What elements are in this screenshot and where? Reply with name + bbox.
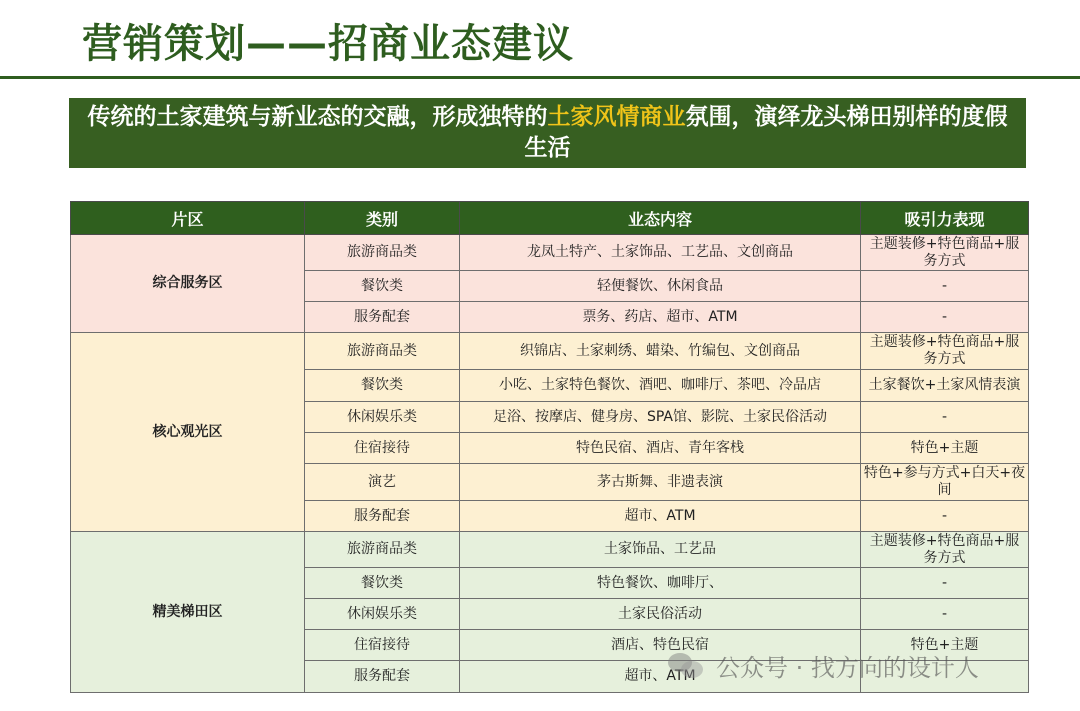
header-zone: 片区 — [71, 202, 305, 235]
category-cell: 休闲娱乐类 — [305, 402, 460, 433]
appeal-cell: - — [861, 568, 1029, 599]
content-cell: 超市、ATM — [460, 661, 861, 693]
content-cell: 织锦店、土家刺绣、蜡染、竹编包、文创商品 — [460, 333, 861, 370]
appeal-cell: 主题装修+特色商品+服务方式 — [861, 532, 1029, 568]
appeal-cell: 特色+参与方式+白天+夜间 — [861, 464, 1029, 501]
title-divider — [0, 76, 1080, 79]
category-cell: 服务配套 — [305, 661, 460, 693]
content-cell: 特色餐饮、咖啡厅、 — [460, 568, 861, 599]
appeal-cell: - — [861, 302, 1029, 333]
business-format-table — [70, 201, 1029, 693]
table-row — [71, 235, 1029, 271]
content-cell: 土家饰品、工艺品 — [460, 532, 861, 568]
zone-name-cell: 核心观光区 — [71, 333, 305, 532]
zone-name-cell: 综合服务区 — [71, 235, 305, 333]
category-cell: 住宿接待 — [305, 630, 460, 661]
category-cell: 餐饮类 — [305, 370, 460, 402]
category-cell: 餐饮类 — [305, 271, 460, 302]
wechat-icon — [668, 651, 708, 681]
table-row — [71, 532, 1029, 568]
slogan-highlight: 土家风情商业 — [547, 104, 686, 130]
appeal-cell: 特色+主题 — [861, 630, 1029, 661]
header-content: 业态内容 — [460, 202, 861, 235]
table-header-row — [71, 202, 1029, 235]
content-cell: 票务、药店、超市、ATM — [460, 302, 861, 333]
category-cell: 餐饮类 — [305, 568, 460, 599]
appeal-cell: - — [861, 271, 1029, 302]
category-cell: 住宿接待 — [305, 433, 460, 464]
appeal-cell: 主题装修+特色商品+服务方式 — [861, 235, 1029, 271]
content-cell: 特色民宿、酒店、青年客栈 — [460, 433, 861, 464]
watermark-text: 公众号 · 找方向的设计人 — [716, 654, 979, 682]
category-cell: 服务配套 — [305, 501, 460, 532]
category-cell: 服务配套 — [305, 302, 460, 333]
category-cell: 旅游商品类 — [305, 532, 460, 568]
category-cell: 演艺 — [305, 464, 460, 501]
watermark — [668, 648, 979, 683]
slogan-text-before: 传统的土家建筑与新业态的交融，形成独特的 — [87, 104, 548, 130]
category-cell: 旅游商品类 — [305, 333, 460, 370]
appeal-cell: 特色+主题 — [861, 433, 1029, 464]
table-body — [71, 235, 1029, 693]
zone-name-cell: 精美梯田区 — [71, 532, 305, 693]
slogan-text-after: 氛围，演绎龙头梯田别样的度假生活 — [524, 104, 1008, 161]
appeal-cell: - — [861, 402, 1029, 433]
content-cell: 小吃、土家特色餐饮、酒吧、咖啡厅、茶吧、冷品店 — [460, 370, 861, 402]
appeal-cell: - — [861, 599, 1029, 630]
appeal-cell: 主题装修+特色商品+服务方式 — [861, 333, 1029, 370]
slogan-banner — [69, 98, 1026, 168]
content-cell: 龙凤土特产、土家饰品、工艺品、文创商品 — [460, 235, 861, 271]
table-row — [71, 333, 1029, 370]
appeal-cell: - — [861, 501, 1029, 532]
content-cell: 足浴、按摩店、健身房、SPA馆、影院、土家民俗活动 — [460, 402, 861, 433]
header-category: 类别 — [305, 202, 460, 235]
appeal-cell: 土家餐饮+土家风情表演 — [861, 370, 1029, 402]
content-cell: 酒店、特色民宿 — [460, 630, 861, 661]
category-cell: 休闲娱乐类 — [305, 599, 460, 630]
content-cell: 超市、ATM — [460, 501, 861, 532]
page-title: 营销策划——招商业态建议 — [82, 21, 574, 67]
content-cell: 轻便餐饮、休闲食品 — [460, 271, 861, 302]
content-cell: 茅古斯舞、非遗表演 — [460, 464, 861, 501]
category-cell: 旅游商品类 — [305, 235, 460, 271]
header-appeal: 吸引力表现 — [861, 202, 1029, 235]
content-cell: 土家民俗活动 — [460, 599, 861, 630]
